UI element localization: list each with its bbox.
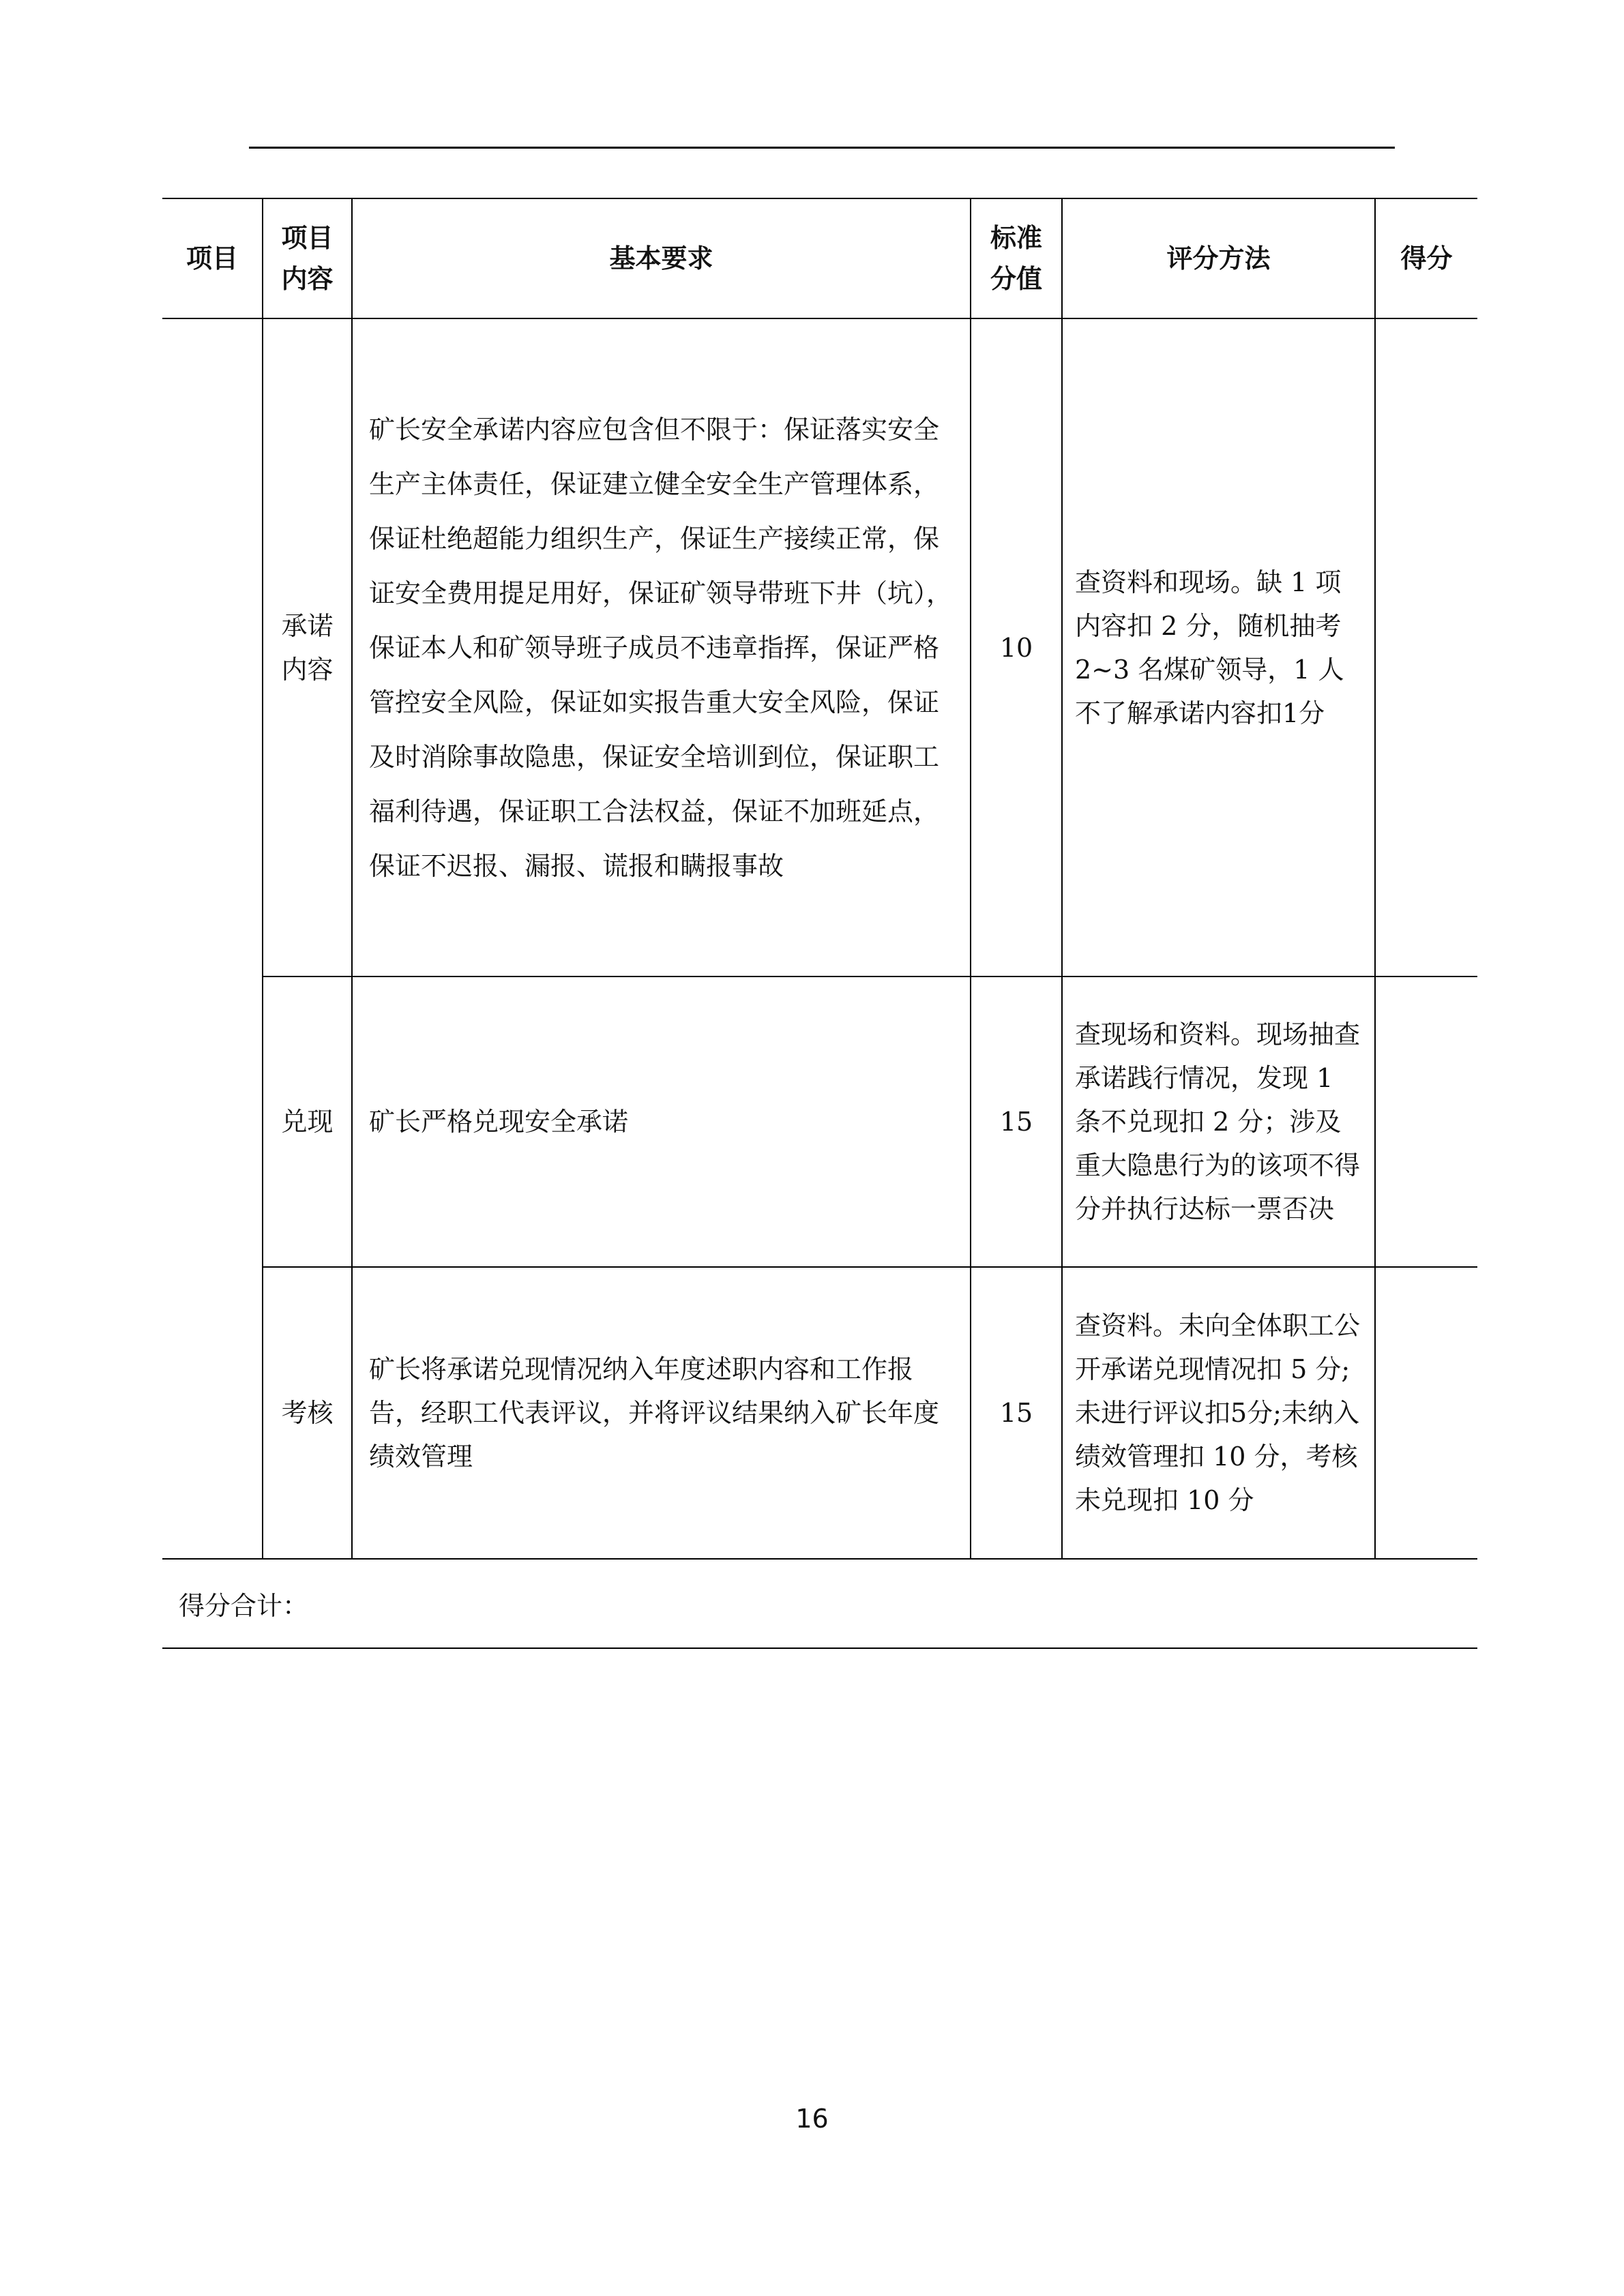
content-cell: 考核 bbox=[263, 1267, 352, 1559]
header-content-line2: 内容 bbox=[281, 264, 334, 294]
method-cell: 查现场和资料。现场抽查承诺践行情况，发现 1 条不兑现扣 2 分；涉及重大隐患行为的该项不得分并执行达标一票否决 bbox=[1062, 976, 1375, 1267]
scoring-table bbox=[162, 198, 1477, 1649]
header-standard bbox=[971, 198, 1062, 318]
content-cell: 兑现 bbox=[263, 976, 352, 1267]
content-line2: 内容 bbox=[281, 654, 334, 685]
content-cell bbox=[263, 318, 352, 976]
requirement-cell: 矿长安全承诺内容应包含但不限于：保证落实安全生产主体责任，保证建立健全安全生产管理体系，保证杜绝超能力组织生产，保证生产接续正常，保证安全费用提足用好，保证矿领导带班下井（坑），保证本人和矿领导班子成员不违章指挥，保证严格管控安全风险，保证如实报告重大安全风险，保证及时消除事故隐患，保证安全培训到位，保证职工福利待遇，保证职工合法权益，保证不加班延点，保证不迟报、漏报、谎报和瞒报事故 bbox=[352, 318, 971, 976]
table-header-row bbox=[162, 198, 1477, 318]
standard-score-cell: 10 bbox=[971, 318, 1062, 976]
table-row bbox=[162, 976, 1477, 1267]
table-row bbox=[162, 1267, 1477, 1559]
content-line1: 承诺 bbox=[281, 610, 334, 641]
table-row bbox=[162, 318, 1477, 976]
method-cell: 查资料。未向全体职工公开承诺兑现情况扣 5 分;未进行评议扣5分;未纳入绩效管理扣 10 分，考核未兑现扣 10 分 bbox=[1062, 1267, 1375, 1559]
header-content-line1: 项目 bbox=[281, 223, 334, 253]
header-rule bbox=[249, 147, 1395, 149]
total-row bbox=[162, 1559, 1477, 1648]
requirement-cell: 矿长将承诺兑现情况纳入年度述职内容和工作报告，经职工代表评议，并将评议结果纳入矿长年度绩效管理 bbox=[352, 1267, 971, 1559]
header-item: 项目 bbox=[162, 198, 263, 318]
score-cell[interactable] bbox=[1375, 318, 1477, 976]
method-cell: 查资料和现场。缺 1 项内容扣 2 分，随机抽考 2~3 名煤矿领导，1 人不了解承诺内容扣1分 bbox=[1062, 318, 1375, 976]
header-content bbox=[263, 198, 352, 318]
header-requirement: 基本要求 bbox=[352, 198, 971, 318]
header-score: 得分 bbox=[1375, 198, 1477, 318]
standard-score-cell: 15 bbox=[971, 976, 1062, 1267]
header-standard-line2: 分值 bbox=[990, 264, 1042, 294]
header-method: 评分方法 bbox=[1062, 198, 1375, 318]
score-cell[interactable] bbox=[1375, 976, 1477, 1267]
requirement-cell: 矿长严格兑现安全承诺 bbox=[352, 976, 971, 1267]
total-label: 得分合计： bbox=[162, 1559, 1477, 1648]
page-number: 16 bbox=[795, 2104, 829, 2134]
header-standard-line1: 标准 bbox=[990, 223, 1042, 253]
score-cell[interactable] bbox=[1375, 1267, 1477, 1559]
standard-score-cell: 15 bbox=[971, 1267, 1062, 1559]
item-cell bbox=[162, 318, 263, 1559]
